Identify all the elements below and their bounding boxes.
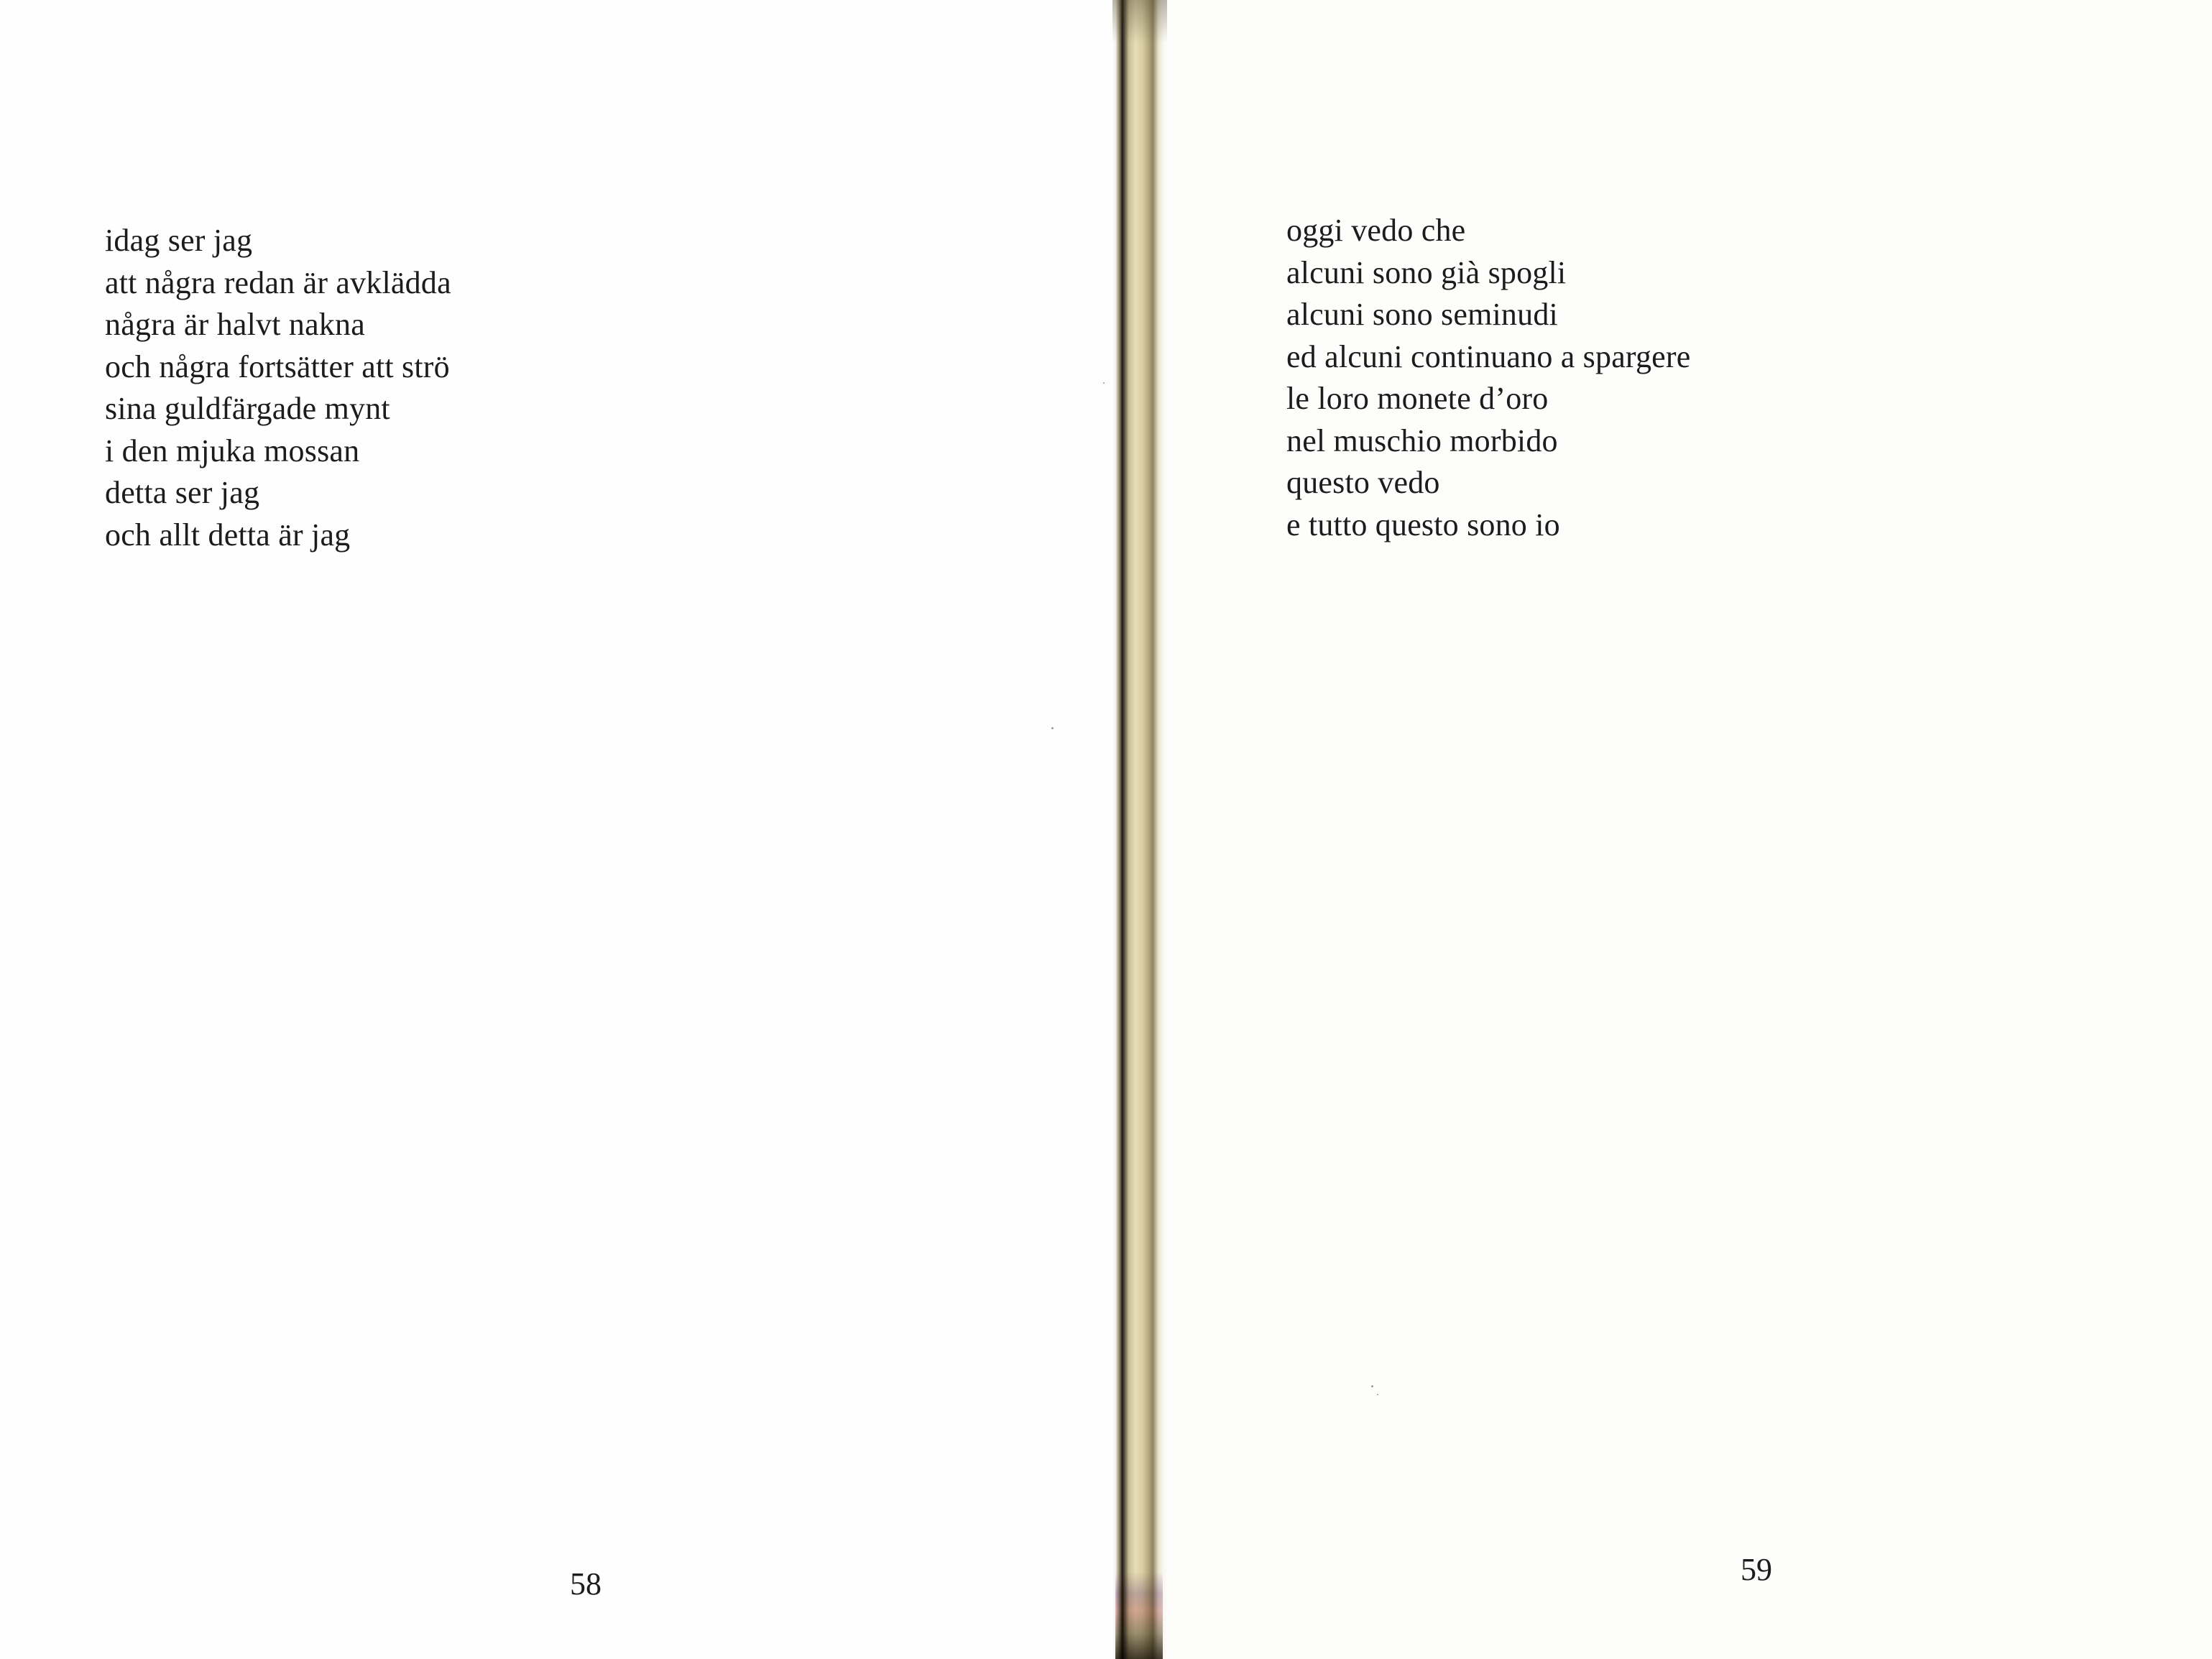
poem-line: sina guldfärgade mynt bbox=[105, 391, 390, 426]
poem-line: detta ser jag bbox=[105, 475, 260, 510]
poem-line: oggi vedo che bbox=[1286, 213, 1466, 248]
poem-line: och allt detta är jag bbox=[105, 517, 351, 553]
poem-line: ed alcuni continuano a spargere bbox=[1286, 338, 1691, 374]
page-number-left: 58 bbox=[570, 1566, 602, 1602]
poem-line: alcuni sono già spogli bbox=[1286, 254, 1567, 290]
italian-poem bbox=[1286, 210, 1691, 546]
poem-line: questo vedo bbox=[1286, 465, 1440, 500]
swedish-poem bbox=[105, 220, 451, 556]
poem-line: några är halvt nakna bbox=[105, 307, 365, 342]
right-page bbox=[1157, 0, 2212, 1659]
gutter-color-band bbox=[1115, 1572, 1163, 1659]
paper-speck bbox=[1103, 382, 1105, 384]
poem-line: att några redan är avklädda bbox=[105, 264, 451, 300]
poem-line: idag ser jag bbox=[105, 223, 253, 258]
poem-line: le loro monete d’oro bbox=[1286, 381, 1549, 416]
paper-speck bbox=[1051, 727, 1054, 729]
page-number-right: 59 bbox=[1741, 1552, 1772, 1587]
book-spine-gutter bbox=[1112, 0, 1167, 1659]
poem-line: i den mjuka mossan bbox=[105, 433, 360, 468]
poem-line: e tutto questo sono io bbox=[1286, 507, 1560, 542]
paper-speck bbox=[1371, 1385, 1373, 1387]
poem-line: alcuni sono seminudi bbox=[1286, 297, 1558, 332]
poem-line: nel muschio morbido bbox=[1286, 422, 1558, 458]
paper-speck bbox=[1377, 1394, 1378, 1395]
gutter-shadow bbox=[1112, 0, 1167, 43]
poem-line: och några fortsätter att strö bbox=[105, 348, 450, 384]
